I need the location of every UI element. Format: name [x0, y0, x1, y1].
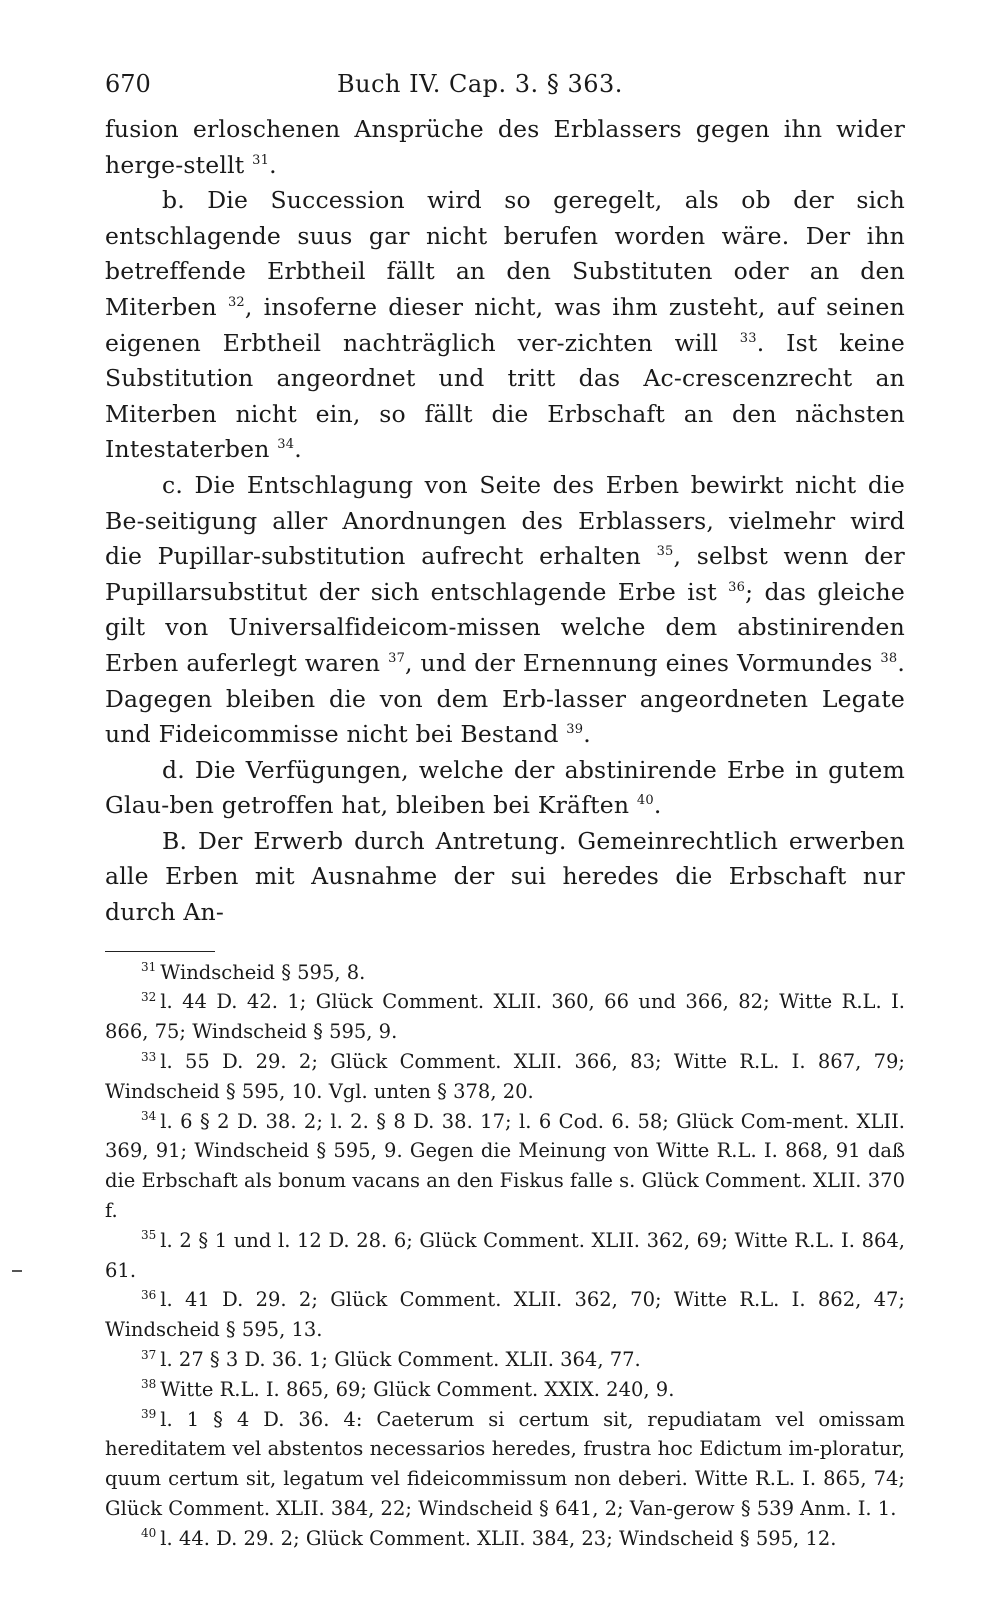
body-text-run: b. Die Succession wird so geregelt, als ob der sich entschlagende suus gar nicht berufen worden wäre. Der ihn betreffende Erbtheil fällt an den Substituten oder an den Miterben — [105, 186, 905, 321]
body-text-run: . — [653, 791, 662, 820]
footnote-ref: 38 — [880, 651, 898, 667]
footnote-ref: 34 — [277, 437, 295, 453]
running-title: Buch IV. Cap. 3. § 363. — [337, 70, 623, 98]
footnote-text: l. 44. D. 29. 2; Glück Comment. XLII. 384, 23; Windscheid § 595, 12. — [160, 1526, 837, 1550]
main-text — [105, 112, 905, 931]
footnote-ref: 37 — [388, 651, 406, 667]
body-paragraph — [105, 183, 905, 468]
footnote-text: l. 41 D. 29. 2; Glück Comment. XLII. 362, 70; Witte R.L. I. 862, 47; Windscheid § 595, 13. — [105, 1288, 905, 1342]
footnote — [105, 1375, 905, 1405]
footnote — [105, 1107, 905, 1226]
body-text-run: . — [583, 720, 591, 749]
footnote-text: l. 2 § 1 und l. 12 D. 28. 6; Glück Comment. XLII. 362, 69; Witte R.L. I. 864, 61. — [105, 1228, 905, 1282]
body-text-run: . — [269, 150, 277, 179]
footnote-number: 34 — [141, 1109, 157, 1124]
body-text-run: ; das gleiche gilt von Universalfideicom-missen welche dem abstinirenden Erben auferlegt waren — [105, 577, 905, 677]
body-text-run: c. Die Entschlagung von Seite des Erben bewirkt nicht die Be-seitigung aller Anordnungen des Erblassers, vielmehr wird die Pupillar-substitution aufrecht erhalten — [105, 470, 905, 571]
footnote-number: 39 — [141, 1407, 157, 1422]
footnote-number: 33 — [141, 1049, 157, 1064]
body-paragraph — [105, 112, 905, 183]
body-paragraph — [105, 468, 905, 753]
footnote-number: 40 — [141, 1526, 157, 1541]
footnote-divider — [105, 951, 215, 952]
body-text-run: fusion erloschenen Ansprüche des Erblassers gegen ihn wider herge-stellt — [105, 115, 905, 179]
footnote — [105, 987, 905, 1047]
footnote-text: l. 27 § 3 D. 36. 1; Glück Comment. XLII. 364, 77. — [160, 1348, 641, 1372]
footnote-ref: 40 — [636, 793, 654, 809]
page-header — [105, 62, 905, 112]
footnote-ref: 39 — [566, 722, 584, 738]
footnote-text: l. 1 § 4 D. 36. 4: Caeterum si certum sit, repudiatam vel omissam hereditatem vel abstentos necessarios heredes, frustra hoc Edictum im-ploratur, quum certum sit, legatum vel fideicommissum non deberi. Witte R.L. I. 865, 74; Glück Comment. XLII. 384, 22; Windscheid § 641, 2; Van-gerow § 539 Anm. I. 1. — [105, 1407, 905, 1520]
footnote-text: l. 6 § 2 D. 38. 2; l. 2. § 8 D. 38. 17; l. 6 Cod. 6. 58; Glück Com-ment. XLII. 369, 91; Windscheid § 595, 9. Gegen die Meinung von Witte R.L. I. 868, 91 daß die Erbschaft als bonum vacans an den Fiskus falle s. Glück Comment. XLII. 370 f. — [105, 1109, 905, 1223]
footnote-number: 38 — [141, 1377, 157, 1392]
body-text-run: B. Der Erwerb durch Antretung. Gemeinrechtlich erwerben alle Erben mit Ausnahme der sui heredes die Erbschaft nur durch An- — [105, 826, 905, 927]
footnote-text: l. 44 D. 42. 1; Glück Comment. XLII. 360, 66 und 366, 82; Witte R.L. I. 866, 75; Windscheid § 595, 9. — [105, 990, 905, 1044]
footnote-ref: 32 — [227, 295, 245, 311]
footnote — [105, 958, 905, 988]
body-text-run: . Dagegen bleiben die von dem Erb-lasser angeordneten Legate und Fideicommisse nicht bei Bestand — [105, 648, 905, 749]
footnote-number: 31 — [141, 960, 157, 975]
footnote-ref: 35 — [656, 544, 674, 560]
footnotes — [105, 958, 905, 1554]
body-text-run: . — [294, 435, 302, 464]
footnote-number: 36 — [141, 1287, 157, 1302]
book-page — [105, 62, 905, 1554]
body-paragraph — [105, 824, 905, 931]
body-text-run: d. Die Verfügungen, welche der abstinirende Erbe in gutem Glau-ben getroffen hat, bleiben bei Kräften — [105, 755, 905, 820]
footnote — [105, 1345, 905, 1375]
body-text-run: , und der Ernennung eines Vormundes — [405, 648, 881, 677]
footnote-text: Windscheid § 595, 8. — [160, 960, 366, 984]
footnote-text: l. 55 D. 29. 2; Glück Comment. XLII. 366, 83; Witte R.L. I. 867, 79; Windscheid § 595, 10. Vgl. unten § 378, 20. — [105, 1050, 905, 1103]
footnote — [105, 1405, 905, 1524]
margin-mark — [12, 1270, 22, 1272]
footnote — [105, 1524, 905, 1554]
body-text-run: , selbst wenn der Pupillarsubstitut der sich entschlagende Erbe ist — [105, 542, 905, 606]
body-paragraph — [105, 753, 905, 824]
footnote-number: 35 — [141, 1228, 157, 1243]
footnote-text: Witte R.L. I. 865, 69; Glück Comment. XXIX. 240, 9. — [160, 1377, 675, 1401]
footnote — [105, 1047, 905, 1107]
footnote-ref: 36 — [728, 579, 746, 595]
footnote-ref: 33 — [739, 330, 757, 346]
footnote-number: 32 — [141, 989, 157, 1004]
footnote-ref: 31 — [252, 152, 270, 168]
page-number: 670 — [105, 70, 151, 98]
body-text-run: , insoferne dieser nicht, was ihm zusteht, auf seinen eigenen Erbtheil nachträglich ver-zichten will — [105, 292, 905, 357]
footnote — [105, 1226, 905, 1286]
body-text-run: . Ist keine Substitution angeordnet und tritt das Ac-crescenzrecht an Miterben nicht ein, so fällt die Erbschaft an den nächsten Intestaterben — [105, 328, 905, 464]
footnote — [105, 1285, 905, 1345]
footnote-number: 37 — [141, 1347, 157, 1362]
